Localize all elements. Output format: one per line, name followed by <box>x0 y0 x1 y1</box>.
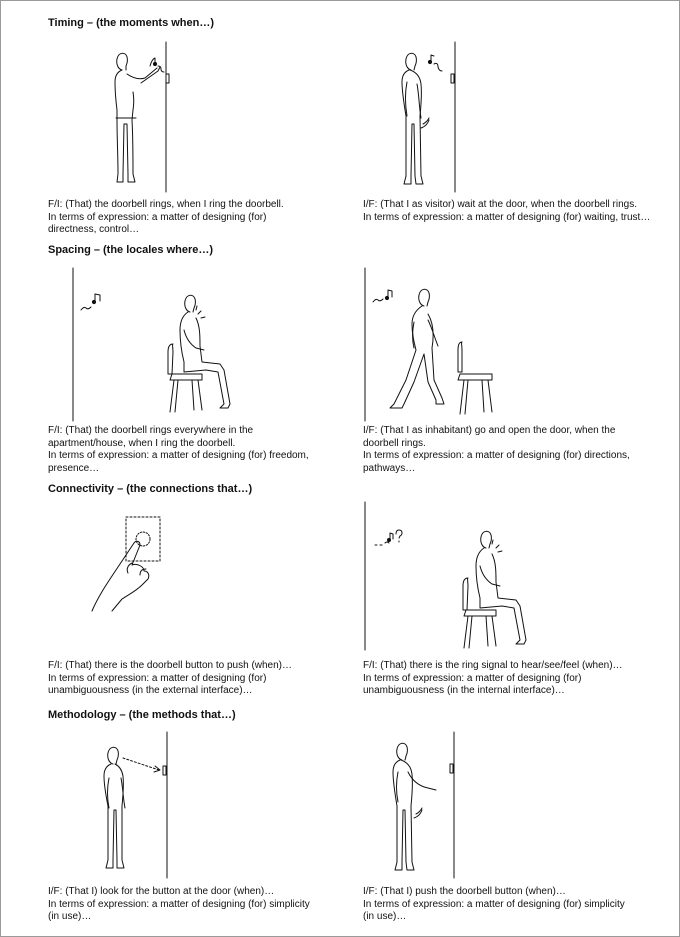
caption-line: apartment/house, when I ring the doorbell. <box>48 437 236 449</box>
illustration-perceiving-signal <box>362 500 542 655</box>
caption-line: In terms of expression: a matter of designing (for) directions, <box>363 450 630 461</box>
doorbell-button-icon <box>163 766 166 775</box>
caption-line: In terms of expression: a matter of designing (for) <box>48 211 267 223</box>
caption-methodology-1 <box>48 886 348 924</box>
caption-line: I/F: (That I as inhabitant) go and open the door, when the <box>363 425 616 436</box>
music-note-icon <box>92 300 95 303</box>
caption-timing-2 <box>363 199 663 224</box>
caption-line: In terms of expression: a matter of designing (for) waiting, trust… <box>363 211 651 223</box>
button-plate-outline <box>126 517 160 561</box>
music-note-icon <box>388 539 391 542</box>
caption-line: In terms of expression: a matter of designing (for) freedom, <box>48 450 309 461</box>
caption-spacing-1 <box>48 425 348 475</box>
caption-line: I/F: (That I as visitor) wait at the door, when the doorbell rings. <box>363 199 638 210</box>
caption-line: F/I: (That) the doorbell rings, when I ring the doorbell. <box>48 199 284 210</box>
heading-spacing: Spacing – (the locales where…) <box>48 244 214 256</box>
caption-timing-1 <box>48 199 348 237</box>
doorbell-button-icon <box>166 74 169 83</box>
caption-methodology-2 <box>363 886 663 924</box>
caption-connectivity-1 <box>48 660 348 698</box>
caption-line: (in use)… <box>48 911 92 922</box>
music-note-icon <box>428 60 431 63</box>
doorbell-button-icon <box>450 764 453 773</box>
caption-line: F/I: (That) the doorbell rings everywhere in the <box>48 425 254 436</box>
music-note-icon <box>153 62 156 65</box>
illustration-looking-for-button <box>95 730 185 880</box>
caption-line: I/F: (That I) push the doorbell button (when)… <box>363 886 566 897</box>
illustration-waiting-visitor <box>385 40 475 195</box>
caption-line: In terms of expression: a matter of designing (for) simplicity <box>363 898 625 910</box>
music-note-icon <box>385 296 388 299</box>
gaze-line <box>123 758 159 770</box>
caption-line: In terms of expression: a matter of designing (for) <box>363 672 582 684</box>
caption-line: unambiguousness (in the external interface)… <box>48 685 253 696</box>
doorbell-button-icon <box>136 532 150 546</box>
caption-spacing-2 <box>363 425 663 475</box>
heading-connectivity: Connectivity – (the connections that…) <box>48 483 253 495</box>
illustration-finger-pushing-button <box>88 515 178 615</box>
caption-line: (in use)… <box>363 911 407 922</box>
caption-line: I/F: (That I) look for the button at the door (when)… <box>48 886 275 897</box>
caption-line: F/I: (That) there is the ring signal to hear/see/feel (when)… <box>363 660 623 671</box>
heading-timing: Timing – (the moments when…) <box>48 17 215 29</box>
caption-line: In terms of expression: a matter of designing (for) <box>48 672 267 684</box>
doorbell-button-icon <box>451 74 454 83</box>
illustration-seated-listener <box>70 266 250 426</box>
caption-connectivity-2 <box>363 660 663 698</box>
caption-line: directness, control… <box>48 224 140 235</box>
caption-line: pathways… <box>363 462 416 474</box>
caption-line: F/I: (That) there is the doorbell button to push (when)… <box>48 660 293 671</box>
caption-line: unambiguousness (in the internal interface)… <box>363 685 565 696</box>
caption-line: doorbell rings. <box>363 437 426 449</box>
caption-line: In terms of expression: a matter of designing (for) simplicity <box>48 898 310 910</box>
illustration-ringing-doorbell <box>100 40 190 195</box>
illustration-walking-inhabitant <box>362 266 542 426</box>
heading-methodology: Methodology – (the methods that…) <box>48 709 236 721</box>
caption-line: presence… <box>48 462 100 474</box>
illustration-pushing-button <box>380 730 470 880</box>
